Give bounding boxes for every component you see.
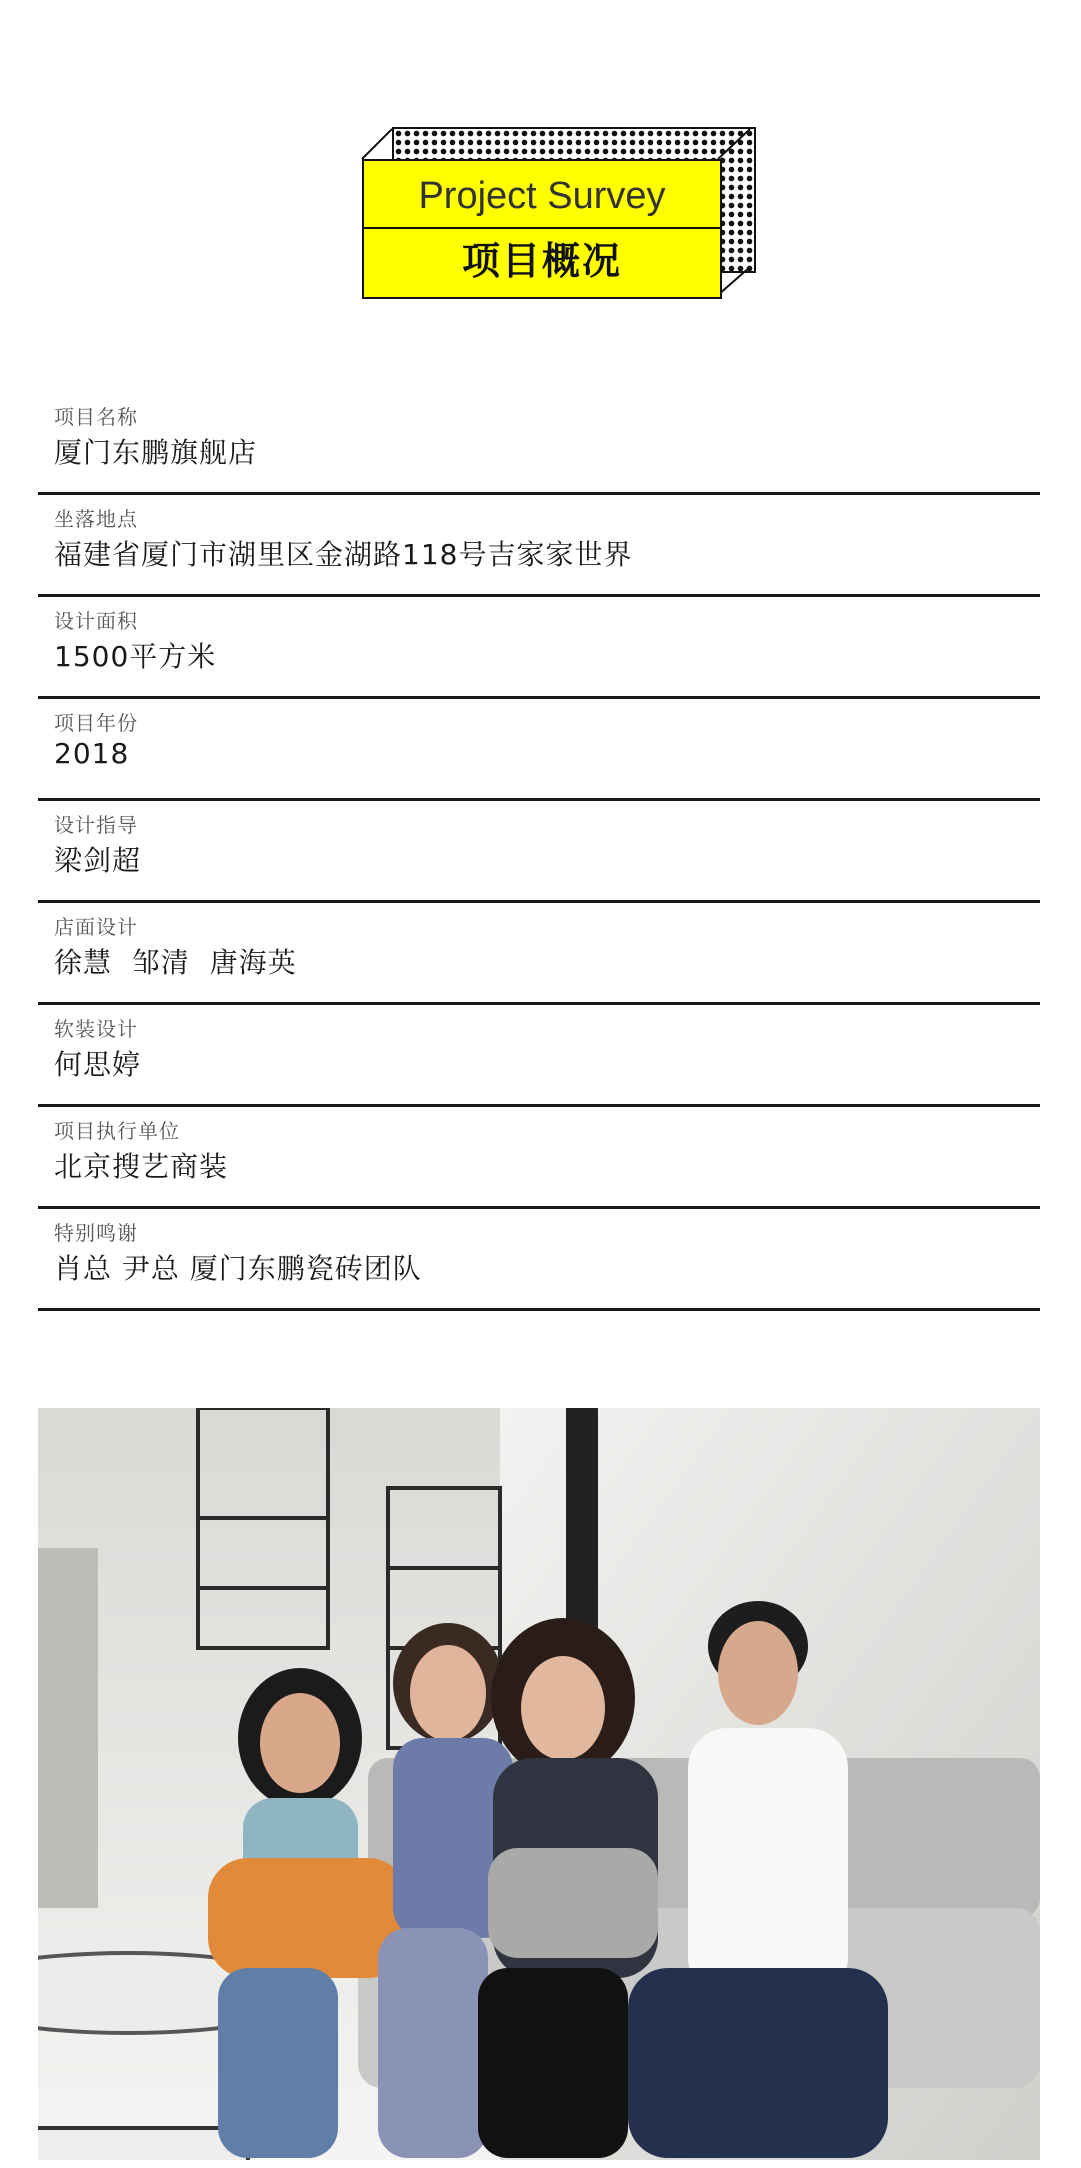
row-value: 梁剑超: [54, 844, 142, 877]
team-photo-illustration: [38, 1408, 1040, 2160]
info-row-design-director: [38, 803, 1040, 903]
info-row-area: [38, 599, 1040, 699]
row-label: 项目名称: [54, 405, 138, 429]
row-label: 店面设计: [54, 915, 138, 939]
row-value: 厦门东鹏旗舰店: [54, 436, 258, 469]
row-value: 肖总 尹总 厦门东鹏瓷砖团队: [54, 1252, 422, 1285]
row-label: 设计面积: [54, 609, 138, 633]
info-row-project-name: [38, 395, 1040, 495]
row-value: 徐慧 邹清 唐海英: [54, 946, 297, 979]
row-value: 北京搜艺商装: [54, 1150, 229, 1183]
row-value: 2018: [54, 737, 130, 770]
info-row-year: [38, 701, 1040, 801]
row-label: 软装设计: [54, 1017, 138, 1041]
project-info-list: [38, 395, 1040, 1313]
row-label: 项目年份: [54, 711, 138, 735]
info-row-soft-design: [38, 1007, 1040, 1107]
row-value: 何思婷: [54, 1048, 142, 1081]
badge-front-panel: [362, 159, 722, 299]
info-row-store-design: [38, 905, 1040, 1005]
info-row-special-thanks: [38, 1211, 1040, 1311]
badge-title-cn: 项目概况: [461, 239, 622, 283]
row-value: 1500平方米: [54, 640, 217, 673]
badge-title-en: Project Survey: [418, 175, 666, 217]
project-survey-badge: [360, 127, 755, 299]
row-label: 坐落地点: [54, 507, 138, 531]
row-label: 设计指导: [54, 813, 138, 837]
info-row-location: [38, 497, 1040, 597]
row-value: 福建省厦门市湖里区金湖路118号吉家家世界: [54, 538, 633, 571]
info-row-executor: [38, 1109, 1040, 1209]
row-label: 项目执行单位: [54, 1119, 180, 1143]
row-label: 特别鸣谢: [54, 1221, 138, 1245]
team-photo: [38, 1408, 1040, 2160]
